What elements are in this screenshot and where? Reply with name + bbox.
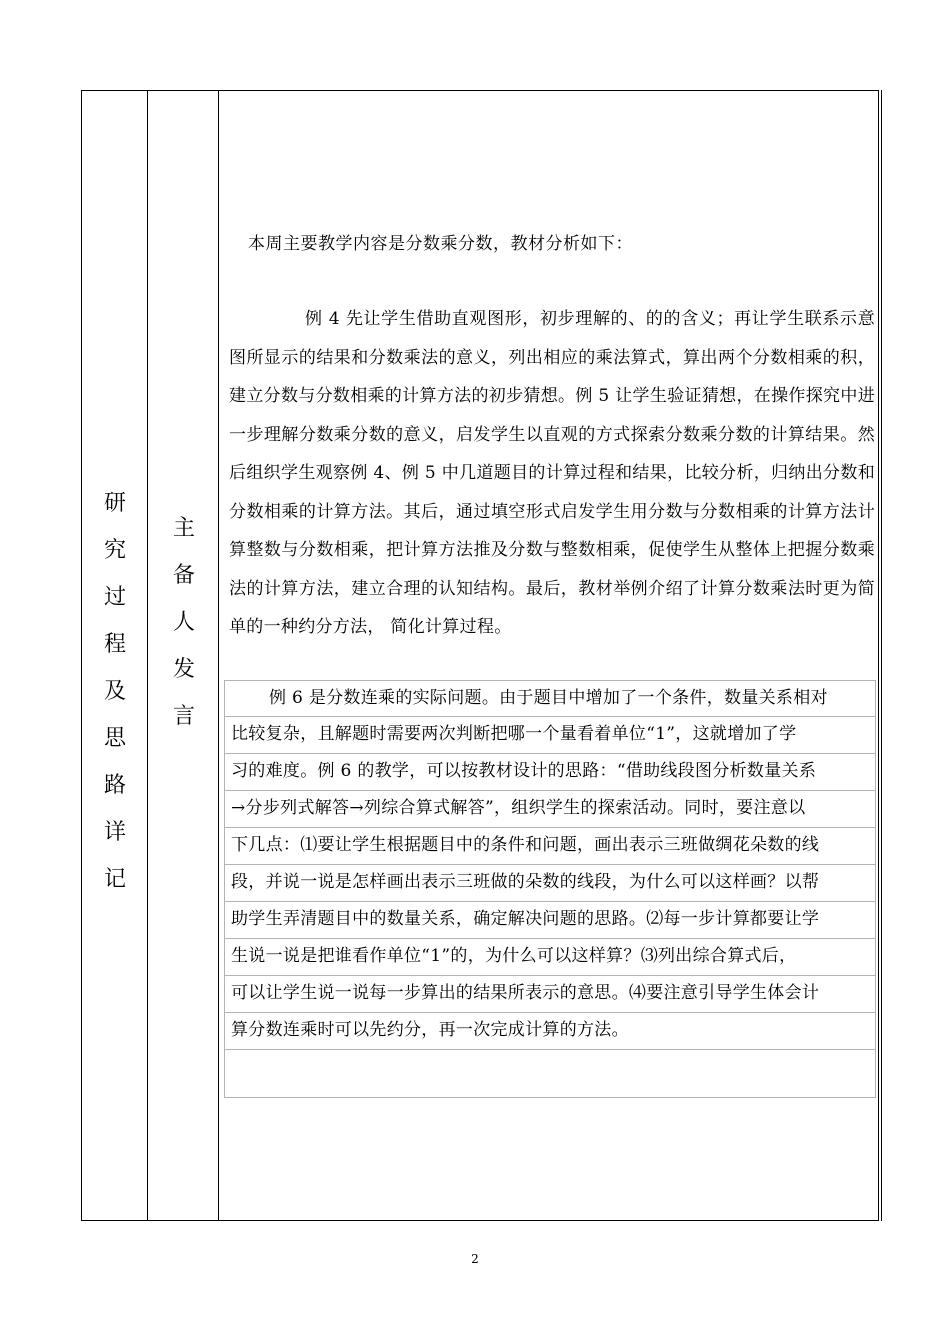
- paragraph-line: →分步列式解答→列综合算式解答”，组织学生的探索活动。同时，要注意以: [224, 791, 876, 828]
- empty-text-box: [224, 1050, 876, 1098]
- paragraph-line: 可以让学生说一说每一步算出的结果所表示的意思。⑷要注意引导学生体会计: [224, 976, 876, 1013]
- row-label-char: 路: [103, 773, 126, 798]
- paragraph-line: 比较复杂，且解题时需要两次判断把哪一个量看着单位“1”，这就增加了学: [224, 717, 876, 754]
- paragraph-line: 算分数连乘时可以先约分，再一次完成计算的方法。: [224, 1013, 876, 1050]
- row-label-char: 详: [103, 820, 126, 845]
- paragraph-line: 下几点：⑴要让学生根据题目中的条件和问题，画出表示三班做绸花朵数的线: [224, 828, 876, 865]
- table-right-border: [881, 90, 882, 1221]
- page-number: 2: [471, 1252, 479, 1266]
- row-label-char: 研: [103, 491, 126, 516]
- column-divider-1: [147, 90, 148, 1221]
- paragraph-line: 生说一说是把谁看作单位“1”的，为什么可以这样算？⑶列出综合算式后，: [224, 939, 876, 976]
- intro-line: 本周主要教学内容是分数乘分数，教材分析如下：: [248, 234, 633, 254]
- paragraph-line: 习的难度。例 6 的教学，可以按教材设计的思路：“借助线段图分析数量关系: [224, 754, 876, 791]
- row-label-char: 思: [103, 726, 126, 751]
- paragraph-line: 助学生弄清题目中的数量关系，确定解决问题的思路。⑵每一步计算都要让学: [224, 902, 876, 939]
- row-label-char: 言: [172, 704, 195, 729]
- row-label-char: 主: [172, 516, 195, 541]
- paragraph-line: 段，并说一说是怎样画出表示三班做的朵数的线段，为什么可以这样画？以帮: [224, 865, 876, 902]
- paragraph-line: 例 6 是分数连乘的实际问题。由于题目中增加了一个条件，数量关系相对: [224, 680, 876, 717]
- row-label-char: 记: [103, 867, 126, 892]
- row-label-char: 及: [103, 679, 126, 704]
- row-label-research-process: [95, 480, 135, 903]
- row-label-lead-speaker: [164, 505, 204, 740]
- example-6-paragraph: [224, 680, 876, 1098]
- row-label-char: 过: [103, 585, 126, 610]
- row-label-char: 程: [103, 632, 126, 657]
- column-divider-2: [218, 90, 219, 1221]
- row-label-char: 备: [172, 563, 195, 588]
- row-label-char: 究: [103, 538, 126, 563]
- row-label-char: 发: [172, 657, 195, 682]
- row-label-char: 人: [172, 610, 195, 635]
- analysis-paragraph: 例 4 先让学生借助直观图形，初步理解的、的的含义；再让学生联系示意图所显示的结果和分数乘法的意义，列出相应的乘法算式，算出两个分数相乘的积，建立分数与分数相乘的计算方法的初步猜想。例 5 让学生验证猜想，在操作探究中进一步理解分数乘分数的意义，启发学生以直观的方式探索分数乘分数的计算结果。然后组织学生观察例 4、例 5 中几道题目的计算过程和结果，比较分析，归纳出分数和分数相乘的计算方法。其后，通过填空形式启发学生用分数与分数相乘的计算方法计算整数与分数相乘，把计算方法推及分数与整数相乘，促使学生从整体上把握分数乘法的计算方法，建立合理的认知结构。最后，教材举例介绍了计算分数乘法时更为简单的一种约分方法， 简化计算过程。: [229, 309, 875, 637]
